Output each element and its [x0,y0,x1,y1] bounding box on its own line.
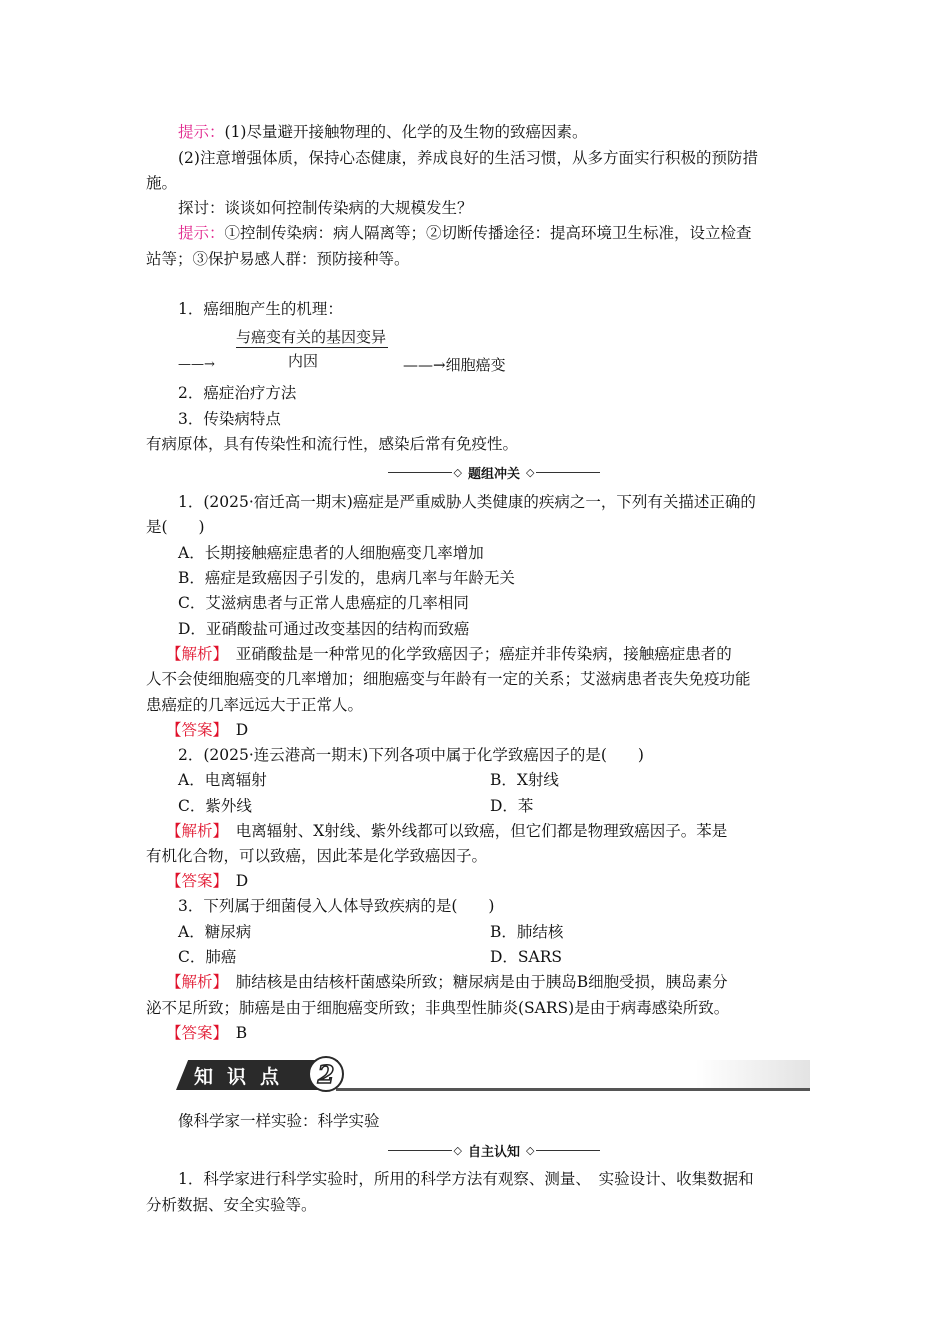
q1-option-c: C．艾滋病患者与正常人患癌症的几率相同 [178,594,469,612]
analysis-text: 亚硝酸盐是一种常见的化学致癌因子；癌症并非传染病，接触癌症患者的 [220,645,732,663]
summary-item-1: 1．癌细胞产生的机理： [178,300,343,318]
discussion-question: 探讨：谈谈如何控制传染病的大规模发生？ [178,199,473,217]
q2-options-row-2 [178,795,698,817]
q3-analysis-2: 泌不足所致；肺癌是由于细胞癌变所致；非典型性肺炎(SARS)是由于病毒感染所致。 [146,999,730,1017]
divider-line [536,1150,600,1151]
answer-label: 【答案】 [166,1024,221,1042]
q3-stem: 3．下列属于细菌侵入人体导致疾病的是( ) [178,897,495,915]
q1-analysis-2: 人不会使细胞癌变的几率增加；细胞癌变与年龄有一定的关系；艾滋病患者丧失免疫功能 [146,670,751,688]
hint-1-line-3: 施。 [146,174,178,192]
section-2-title: 像科学家一样实验：科学实验 [178,1112,380,1130]
answer-value: D [220,872,249,890]
right-arrow-result: ——→细胞癌变 [403,356,506,374]
hint-1-line-1 [178,121,587,143]
hint-2-line-2: 站等；③保护易感人群：预防接种等。 [146,250,410,268]
section-divider-practice [388,462,600,482]
banner-title: 知识点 [194,1066,294,1088]
q2-options-row-1 [178,769,698,791]
q3-answer [166,1022,247,1044]
q1-option-b: B．癌症是致癌因子引发的，患病几率与年龄无关 [178,569,515,587]
banner-number-badge: 2 [308,1056,344,1092]
reaction-arrow-line [236,347,388,348]
divider-line [536,472,600,473]
q2-option-a: A．电离辐射 [178,771,267,789]
q2-option-b: B．X射线 [490,771,559,789]
analysis-label: 【解析】 [166,645,221,663]
hint-text: (1)尽量避开接触物理的、化学的及生物的致癌因素。 [224,123,588,141]
q1-analysis-1 [166,643,732,665]
divider-label: 题组冲关 [468,466,521,482]
diamond-icon: ◇ [526,1143,535,1157]
q3-option-a: A．糖尿病 [178,923,252,941]
summary-item-3: 3．传染病特点 [178,410,281,428]
hint-label: 提示： [178,123,225,141]
q3-options-row-2 [178,946,698,968]
q1-option-d: D．亚硝酸盐可通过改变基因的结构而致癌 [178,620,470,638]
hint-text: ①控制传染病：病人隔离等；②切断传播途径：提高环境卫生标准，设立检查 [224,224,752,242]
knowledge-point-banner [176,1056,810,1094]
arrow-condition-bottom: 内因 [288,352,319,370]
q1-stem-2: 是( ) [146,518,205,536]
analysis-text: 肺结核是由结核杆菌感染所致；糖尿病是由于胰岛B细胞受损，胰岛素分 [220,973,728,991]
q1-answer [166,719,248,741]
q3-option-b: B．肺结核 [490,923,564,941]
hint-2-line-1 [178,222,752,244]
summary-item-3-text: 有病原体，具有传染性和流行性，感染后常有免疫性。 [146,435,519,453]
self-study-line-2: 分析数据、安全实验等。 [146,1196,317,1214]
diamond-icon: ◇ [526,465,535,479]
section-divider-self-study [388,1140,600,1160]
divider-label: 自主认知 [468,1144,521,1160]
analysis-label: 【解析】 [166,973,221,991]
q2-stem: 2．(2025·连云港高一期末)下列各项中属于化学致癌因子的是( ) [178,746,644,764]
q2-analysis-1 [166,820,727,842]
left-arrow: ——→ [178,357,215,372]
cancer-mechanism-diagram [178,326,538,378]
q1-stem-1: 1．(2025·宿迁高一期末)癌症是严重威胁人类健康的疾病之一，下列有关描述正确的 [178,493,756,511]
arrow-condition-top: 与癌变有关的基因变异 [236,328,387,346]
q2-option-d: D．苯 [490,797,534,815]
q3-analysis-1 [166,971,728,993]
diamond-icon: ◇ [453,465,462,479]
diamond-icon: ◇ [453,1143,462,1157]
q2-answer [166,870,248,892]
q2-option-c: C．紫外线 [178,797,252,815]
q3-option-d: D．SARS [490,948,563,966]
answer-label: 【答案】 [166,721,221,739]
analysis-text: 电离辐射、X射线、紫外线都可以致癌，但它们都是物理致癌因子。苯是 [220,822,728,840]
q1-option-a: A．长期接触癌症患者的人细胞癌变几率增加 [178,544,484,562]
analysis-label: 【解析】 [166,822,221,840]
answer-label: 【答案】 [166,872,221,890]
divider-line [388,472,452,473]
hint-label: 提示： [178,224,225,242]
q3-options-row-1 [178,921,698,943]
divider-line [388,1150,452,1151]
q3-option-c: C．肺癌 [178,948,237,966]
summary-item-2: 2．癌症治疗方法 [178,384,297,402]
hint-1-line-2: (2)注意增强体质，保持心态健康，养成良好的生活习惯，从多方面实行积极的预防措 [178,149,758,167]
banner-underline [336,1088,810,1091]
answer-value: B [220,1024,248,1042]
self-study-line-1: 1．科学家进行科学实验时，所用的科学方法有观察、测量、 实验设计、收集数据和 [178,1170,754,1188]
banner-gradient [696,1060,810,1088]
q1-analysis-3: 患癌症的几率远远大于正常人。 [146,696,364,714]
q2-analysis-2: 有机化合物，可以致癌，因此苯是化学致癌因子。 [146,847,488,865]
answer-value: D [220,721,249,739]
